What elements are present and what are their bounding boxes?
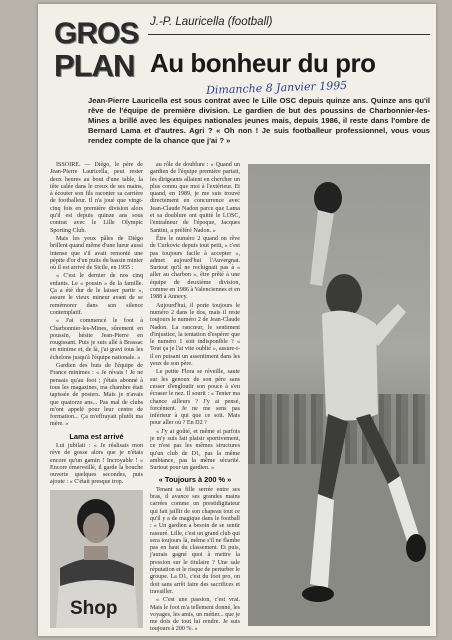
- goalkeeper-action-photo: [248, 164, 430, 626]
- paragraph: « C'est une passion, c'est vrai. Mais le foot m'a tellement donné, les voyages, les amis, un métier... que je me dois de tout lui rendre. Je suis toujours à 200 %. »: [150, 597, 240, 633]
- headline: Au bonheur du pro: [150, 48, 376, 78]
- header-rule: [148, 34, 430, 35]
- article-column-1: [50, 162, 143, 486]
- paragraph: « C'est le dernier de nos cinq enfants. Le « pousin » de la famille. Ça a été dur de le laisser partir », assure le vieux mineur avant de se remémorer dans son silence contemplatif.: [50, 273, 143, 316]
- handwritten-date-note: Dimanche 8 Janvier 1995: [205, 78, 348, 97]
- newspaper-clipping: [38, 4, 436, 636]
- paragraph: Mais les yeux pâles de Diègo brillent quand même d'une lueur aussi intense que s'il avait remonté une pépite d'or d'un puits du bassin minier où il est arrivé de Sicile, en 1955 :: [50, 235, 143, 272]
- portrait-photo: [50, 490, 143, 628]
- paragraph: « J'y ai goûté, et même si parfois je m'y suis fait plaisir sportivement, ce n'est pas les mêmes structures qu'un club de D1, pas la même ambiance, pas la même sécurité. Surtout pour un gardien. »: [150, 428, 240, 472]
- paragraph: au rôle de doublure : « Quand un gardien de l'équipe première partait, les dirigeants allaient en chercher un plus connu que moi à l'extérieur. Et quand, en 1989, je me suis trouvé directement en concurrence avec Jean-Claude Nadon parce que Lama et sa doublure ont quitté le LOSC, l'entraîneur de l'époque, Jacques Santini, a préféré Nadon. »: [150, 162, 240, 234]
- section-logo-line1: GROS: [54, 17, 139, 50]
- goalkeeper-illustration: [248, 164, 430, 626]
- section-logo: [54, 18, 138, 88]
- jersey-text: Shop: [70, 598, 118, 619]
- paragraph: « J'ai commencé le foot à Charbonnier-les-Mines, sûrement en poussin, hésite Jean-Pierre en rougissant. Puis je suis allé à Brassac en minime et, de là, j'ai gravi tous les échelons jusqu'à l'équipe nationale. »: [50, 318, 143, 361]
- paragraph: Le petite Flora se réveille, saute sur les genoux de son père sans cesser d'engloutir son pouce à s'en écraser le nez. Il sourit : « Tenter ma chance ailleurs ? J'y ai pensé, forcément. Je ne me sens pas inférieur à qui que ce soit. Mais pour aller où ? En D2 ?: [150, 369, 240, 427]
- paragraph: Tenant sa fille serrée entre ses bras, il avance ses grandes mains carrées comme un prestidigitateur qui fait jaillir de son chapeau tout ce qu'il y a de magique dans le football : « Un gardien a besoin de se sentir rassuré. Lille, c'est un grand club qui sera toujours là, même s'il ne flambe pas en haut du classement. Et puis, j'aurais gagné quoi à mettre la pression sur le titulaire ? Une sale réputation et le risque de perturber le groupe. La D1, c'est du foot pro, on doit sans arrêt faire des sacrifices et travailler.: [150, 486, 241, 595]
- byline: J.-P. Lauricella (football): [150, 16, 273, 28]
- article-column-2: [150, 162, 241, 633]
- paragraph: ISSOIRE. — Diègo, le père de Jean-Pierre Lauricella, peut rester deux heures au bout d'une table, la tête calée dans le creux de ses mains, à écouter son fils raconter sa carrière de footballeur. Il n'a joué que vingt-cinq fois en première division alors qu'il est depuis quinze ans sous contrat avec le Lille Olympic Sporting Club.: [50, 162, 143, 234]
- portrait-illustration: [50, 490, 143, 628]
- paragraph: Lui jubilait : « Je réalisais mon rêve de gosse alors que je n'étais encore qu'un gamin ! Incroyable ! » Encore émerveillé, il garde la bouche ouverte quelques secondes, puis ajoute : « C'était presque trop.: [50, 442, 143, 486]
- paragraph: Aujourd'hui, il porte toujours le numéro 2 dans le dos, mais il reste toujours le numéro 2 de Jean-Claude Nadon. La rancœur, le sentiment d'injustice, la tentation d'espérer que le numéro 1 soit indisponible ? « Tout ça je l'ai vite oublié », assure-t-il en puisant un assentiment dans les yeux de son père.: [150, 302, 240, 368]
- section-logo-line2: PLAN: [54, 48, 135, 83]
- paragraph: Gardien des buts de l'équipe de France minimes : « Je révais ! Je ne pensais qu'au foot ; j'étais abonné à tous les magazines, ma chambre était tapissée de posters. Mais je n'avais que quatorze ans... Pas mal de clubs m'ont appelé pour leur centre de formation... Ça m'effrayait plutôt ma mère. »: [50, 363, 143, 428]
- subheading: Lama est arrivé: [69, 431, 124, 441]
- article-lede: Jean-Pierre Lauricella est sous contrat avec le Lille OSC depuis quinze ans. Quinze ans qu'il rêve de l'équipe de première division. Le gardien de but des poussins de Charbonnier-les-Mines a brillé avec les équipes nationales jeunes mais, depuis 1986, il reste dans l'ombre de Bernard Lama et d'autres. Agri ? « Oh non ! Je suis footballeur professionnel, vous vous rendez compte de la chance que j'ai ? »: [88, 96, 430, 145]
- paragraph: Être le numéro 2 quand on rêve de Curkovic depuis tout petit, « c'est pas toujours facile à accepter », admet aujourd'hui l'Auvergnat. Surtout qu'il ne rechignait pas à « aller au charbon », être prêté à une équipe de deuxième division, comme en 1986 à Valenciennes et en 1988 à Annecy.: [150, 235, 240, 301]
- subheading: « Toujours à 200 % »: [158, 475, 232, 485]
